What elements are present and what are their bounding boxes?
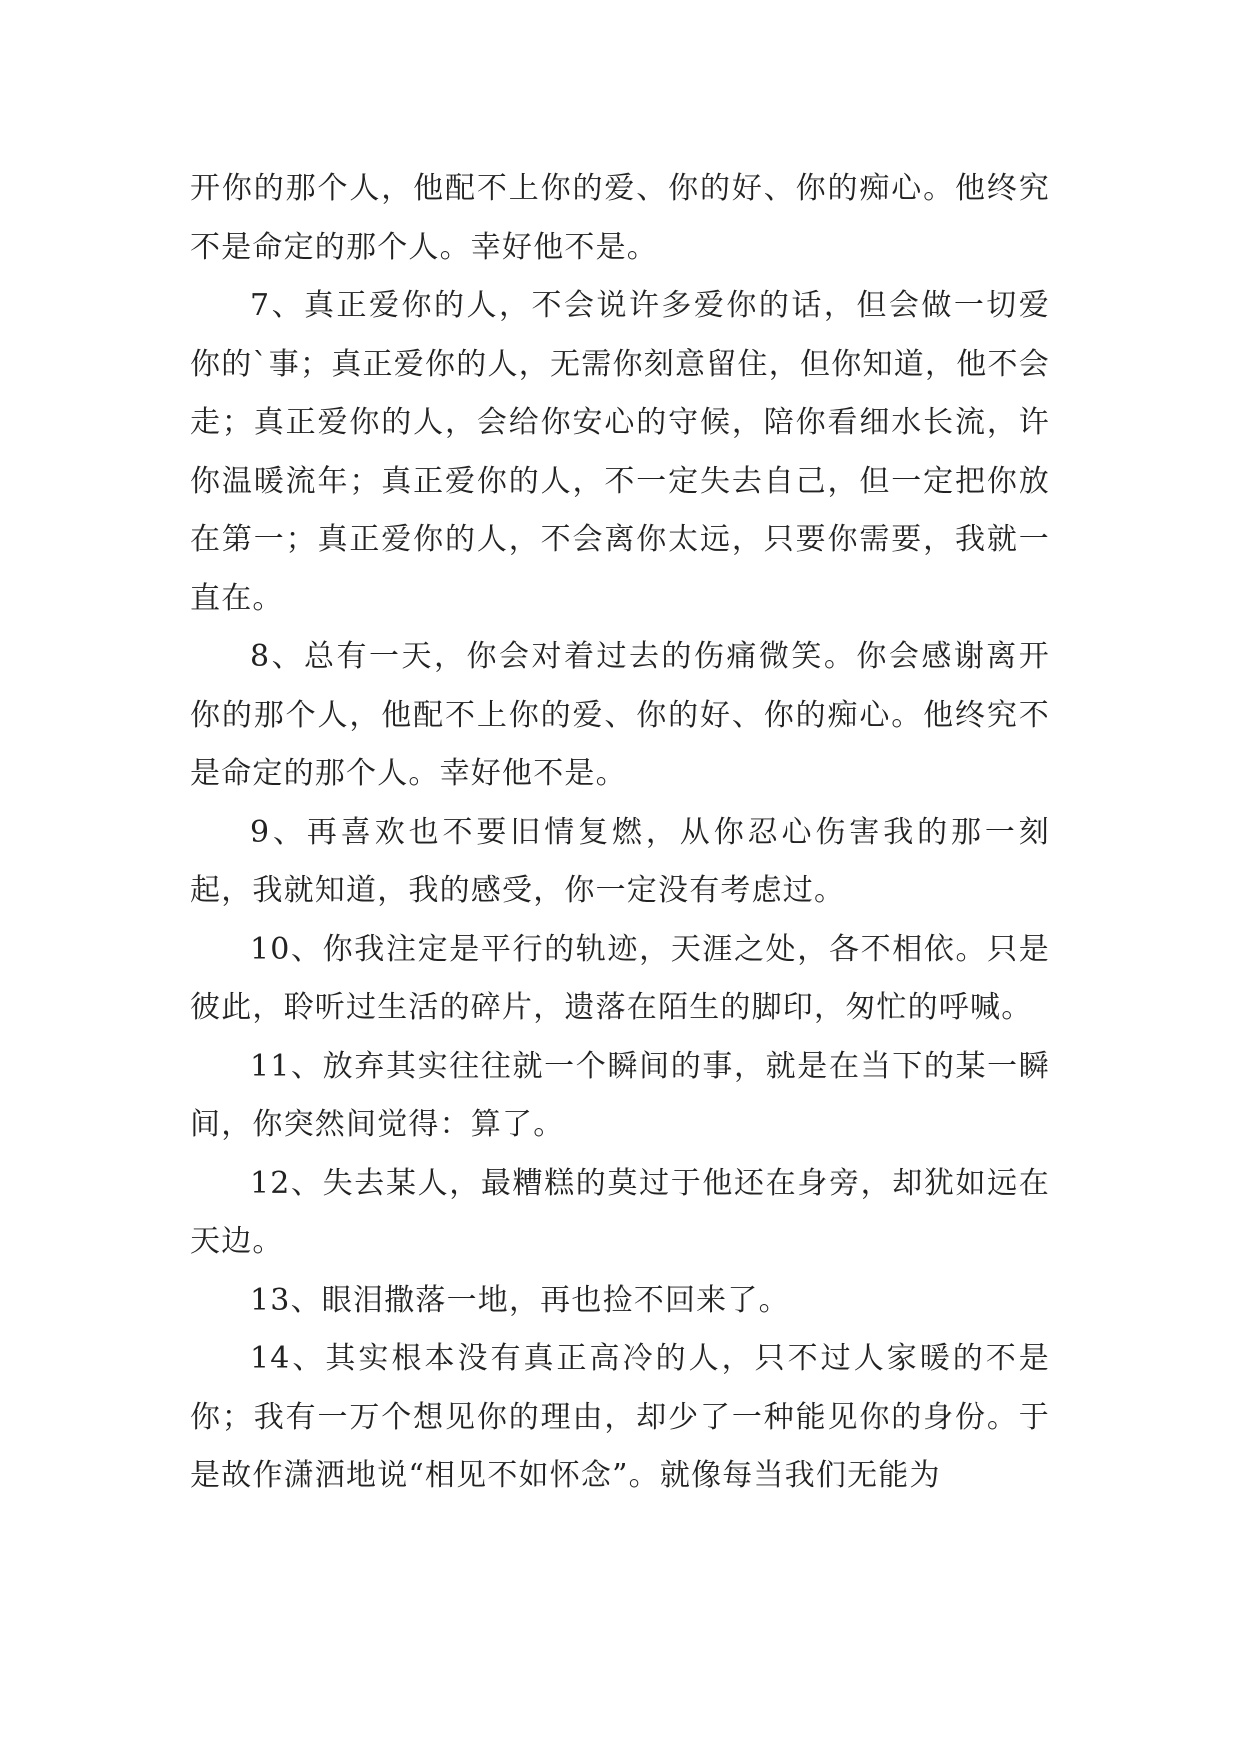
paragraph-11: 11、放弃其实往往就一个瞬间的事，就是在当下的某一瞬间，你突然间觉得：算了。 <box>190 1048 1050 1142</box>
paragraph-8: 8、总有一天，你会对着过去的伤痛微笑。你会感谢离开你的那个人，他配不上你的爱、你的好、你的痴心。他终究不是命定的那个人。幸好他不是。 <box>190 639 1050 791</box>
paragraph-6-continued: 开你的那个人，他配不上你的爱、你的好、你的痴心。他终究不是命定的那个人。幸好他不是。 <box>190 171 1050 265</box>
paragraph-13: 13、眼泪撒落一地，再也捡不回来了。 <box>250 1282 790 1318</box>
paragraph-10: 10、你我注定是平行的轨迹，天涯之处，各不相依。只是彼此，聆听过生活的碎片，遗落在陌生的脚印，匆忙的呼喊。 <box>190 931 1050 1025</box>
paragraph-9: 9、再喜欢也不要旧情复燃，从你忍心伤害我的那一刻起，我就知道，我的感受，你一定没有考虑过。 <box>190 814 1050 908</box>
document-body <box>190 160 1050 1506</box>
paragraph-7: 7、真正爱你的人，不会说许多爱你的话，但会做一切爱你的`事；真正爱你的人，无需你刻意留住，但你知道，他不会走；真正爱你的人，会给你安心的守候，陪你看细水长流，许你温暖流年；真正爱你的人，不一定失去自己，但一定把你放在第一；真正爱你的人，不会离你太远，只要你需要，我就一直在。 <box>190 288 1050 616</box>
paragraph-14: 14、其实根本没有真正高冷的人，只不过人家暖的不是你；我有一万个想见你的理由，却少了一种能见你的身份。于是故作潇洒地说“相见不如怀念”。就像每当我们无能为 <box>190 1341 1050 1493</box>
paragraph-12: 12、失去某人，最糟糕的莫过于他还在身旁，却犹如远在天边。 <box>190 1165 1050 1259</box>
